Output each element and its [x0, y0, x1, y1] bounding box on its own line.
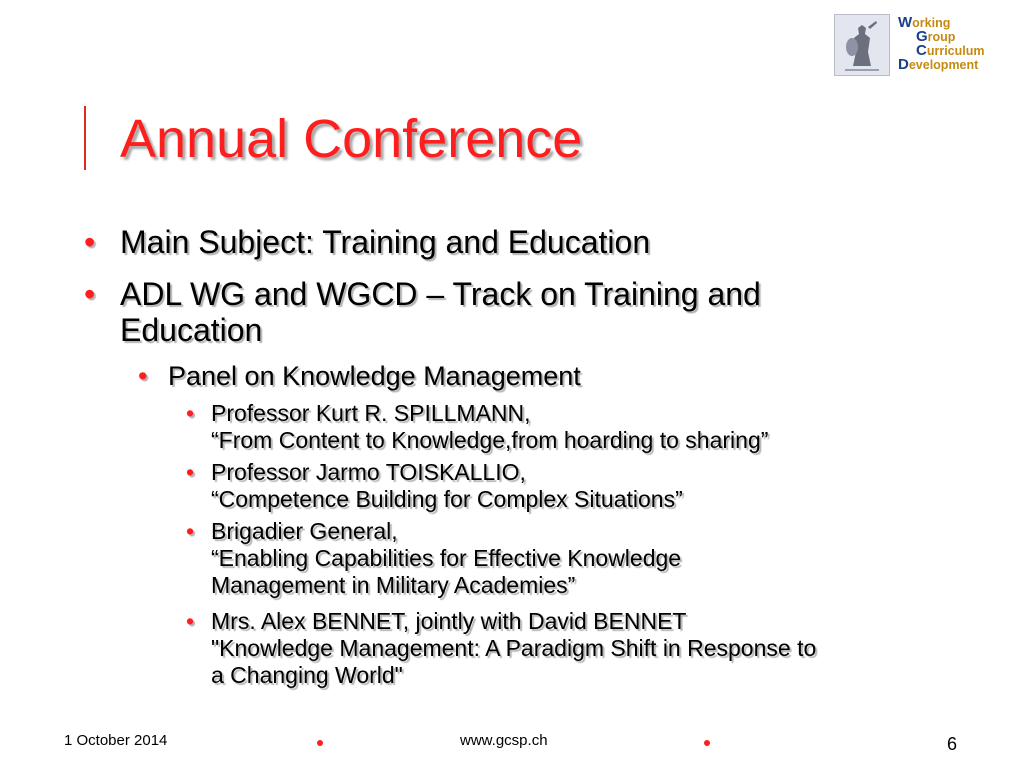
logo-line-group: Group	[916, 28, 956, 45]
title-accent-bar	[84, 106, 86, 170]
logo-line-working: Working	[898, 14, 951, 31]
bullet-text: Professor Kurt R. SPILLMANN, “From Content to Knowledge,from hoarding to sharing”	[211, 400, 769, 453]
bullet-icon: •	[186, 608, 195, 634]
bullet-text: Main Subject: Training and Education	[120, 224, 651, 260]
footer-url: www.gcsp.ch	[460, 732, 548, 749]
bullet-icon: •	[84, 276, 96, 312]
logo-statue-image	[834, 14, 890, 76]
bullet-icon: •	[186, 518, 195, 544]
bullet-text: ADL WG and WGCD – Track on Training and Education	[120, 276, 761, 348]
bullet-text: Mrs. Alex BENNET, jointly with David BENNET "Knowledge Management: A Paradigm Shift in Response to a Changing World"	[211, 608, 817, 688]
footer-dot-icon	[704, 740, 710, 746]
slide-title: Annual Conference	[120, 109, 583, 169]
bullet-text: Brigadier General, “Enabling Capabilities for Effective Knowledge Management in Military Academies”	[211, 518, 682, 598]
bullet-text: Panel on Knowledge Management	[168, 361, 581, 391]
bullet-icon: •	[186, 400, 195, 426]
bullet-icon: •	[186, 459, 195, 485]
statue-icon	[835, 15, 889, 75]
footer-dot-icon	[317, 740, 323, 746]
bullet-icon: •	[138, 361, 148, 391]
logo-wordmark	[898, 16, 985, 72]
page-number: 6	[947, 734, 958, 754]
bullet-text: Professor Jarmo TOISKALLIO, “Competence Building for Complex Situations”	[211, 459, 683, 512]
logo	[834, 14, 1002, 78]
bullet-icon: •	[84, 224, 96, 260]
logo-line-development: Development	[898, 56, 979, 73]
logo-line-curriculum: Curriculum	[916, 42, 985, 59]
footer-date: 1 October 2014	[64, 732, 168, 749]
